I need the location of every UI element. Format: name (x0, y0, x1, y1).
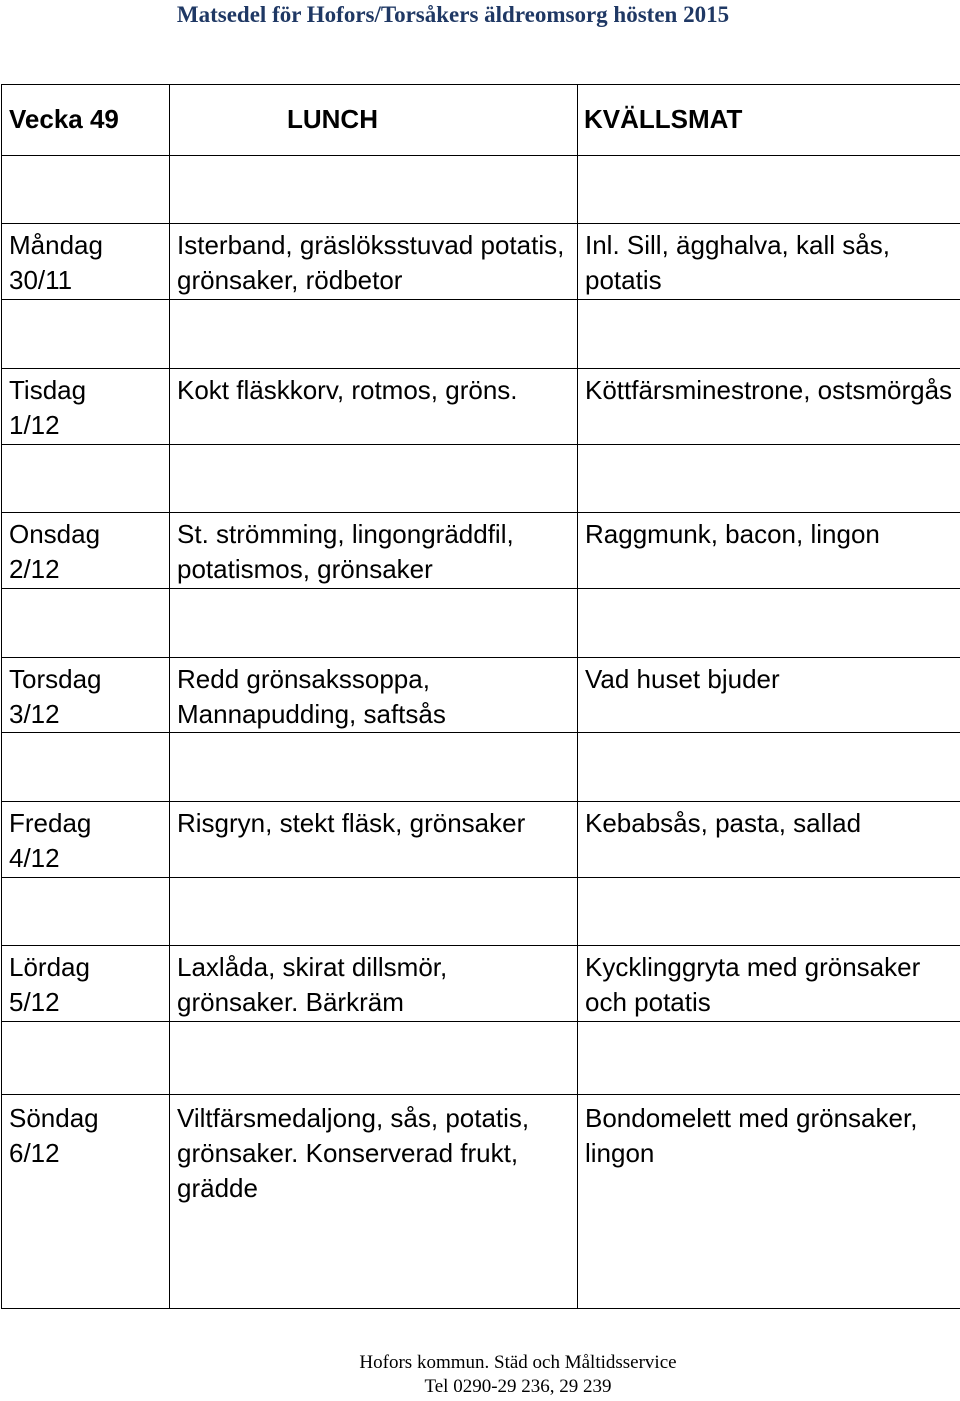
day-name: Lördag (9, 952, 90, 983)
table-row (2, 368, 960, 444)
day-date: 6/12 (9, 1137, 60, 1168)
menu-table (1, 84, 960, 1309)
lunch-cell: Redd grönsakssoppa, Mannapudding, saftsås (170, 657, 578, 733)
day-cell (2, 224, 170, 300)
day-date: 2/12 (9, 554, 60, 585)
spacer-row (2, 877, 960, 946)
spacer-row (2, 444, 960, 513)
day-cell (2, 513, 170, 589)
day-name: Tisdag (9, 374, 87, 405)
day-cell (2, 1094, 170, 1308)
lunch-cell: Viltfärsmedaljong, sås, potatis, grönsaker. Konserverad frukt, grädde (170, 1094, 578, 1308)
spacer-row (2, 155, 960, 224)
dinner-cell: Köttfärsminestrone, ostsmörgås (578, 368, 960, 444)
day-date: 30/11 (9, 265, 73, 296)
day-name: Fredag (9, 807, 92, 838)
table-row (2, 1094, 960, 1308)
dinner-cell: Bondomelett med grönsaker, lingon (578, 1094, 960, 1308)
lunch-cell: Isterband, gräslöksstuvad potatis, grönsaker, rödbetor (170, 224, 578, 300)
dinner-cell: Raggmunk, bacon, lingon (578, 513, 960, 589)
footer-organization: Hofors kommun. Städ och Måltidsservice (359, 1352, 677, 1373)
day-name: Torsdag (9, 663, 102, 694)
table-row (2, 946, 960, 1022)
header-lunch: LUNCH (170, 85, 578, 156)
table-row (2, 801, 960, 877)
day-name: Onsdag (9, 519, 101, 550)
dinner-cell: Inl. Sill, ägghalva, kall sås, potatis (578, 224, 960, 300)
day-cell (2, 657, 170, 733)
day-date: 4/12 (9, 842, 60, 873)
day-date: 5/12 (9, 987, 60, 1018)
lunch-cell: Laxlåda, skirat dillsmör, grönsaker. Bärkräm (170, 946, 578, 1022)
day-date: 1/12 (9, 409, 60, 440)
day-name: Söndag (9, 1102, 99, 1133)
spacer-row (2, 588, 960, 657)
table-row (2, 513, 960, 589)
spacer-row (2, 300, 960, 369)
day-cell (2, 946, 170, 1022)
day-cell (2, 801, 170, 877)
lunch-cell: Risgryn, stekt fläsk, grönsaker (170, 801, 578, 877)
table-row (2, 224, 960, 300)
dinner-cell: Kycklinggryta med grönsaker och potatis (578, 946, 960, 1022)
footer-phone: Tel 0290-29 236, 29 239 (424, 1376, 612, 1397)
lunch-cell: St. strömming, lingongräddfil, potatismos, grönsaker (170, 513, 578, 589)
table-header-row (2, 85, 960, 156)
table-row (2, 657, 960, 733)
lunch-cell: Kokt fläskkorv, rotmos, gröns. (170, 368, 578, 444)
day-cell (2, 368, 170, 444)
page-title: Matsedel för Hofors/Torsåkers äldreomsorg hösten 2015 (176, 2, 730, 27)
header-dinner: KVÄLLSMAT (578, 85, 960, 156)
day-date: 3/12 (9, 698, 60, 729)
spacer-row (2, 733, 960, 802)
spacer-row (2, 1022, 960, 1095)
header-week: Vecka 49 (2, 85, 170, 156)
dinner-cell: Kebabsås, pasta, sallad (578, 801, 960, 877)
day-name: Måndag (9, 230, 103, 261)
dinner-cell: Vad huset bjuder (578, 657, 960, 733)
